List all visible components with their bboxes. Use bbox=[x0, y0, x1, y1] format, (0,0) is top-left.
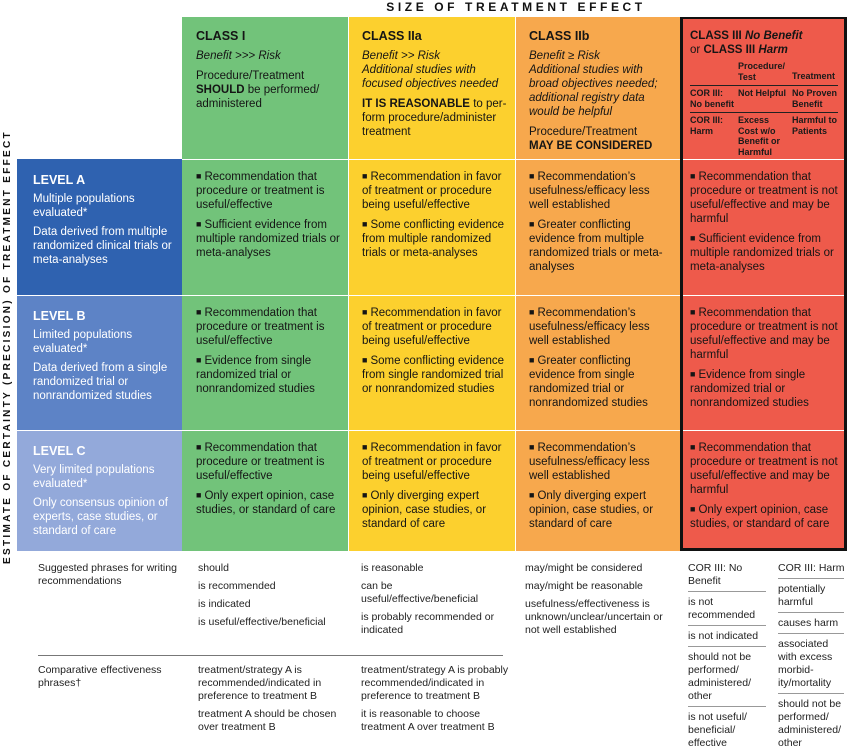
suggested-phrases-class-i: should is recommended is indicated is useful/effective/beneficial bbox=[198, 562, 326, 628]
level-c-cell bbox=[17, 430, 182, 551]
list-item: ■ Evidence from single randomized trial or nonrandomized studies bbox=[690, 369, 809, 409]
list-item: ■ Recommendation that procedure or treatment is not useful/effective and may be harmful bbox=[690, 307, 838, 361]
grid-divider bbox=[683, 430, 844, 431]
class-i-title: CLASS I bbox=[196, 29, 246, 43]
level-a-population: Multiple populations evaluated* bbox=[33, 193, 135, 219]
class-iib-action: MAY BE CONSIDERED bbox=[529, 140, 653, 152]
level-b-cell bbox=[17, 295, 182, 430]
grid-c-class-iib bbox=[515, 430, 680, 551]
class-iib-benefit: Benefit ≥ Risk bbox=[529, 50, 600, 62]
section-divider bbox=[38, 655, 503, 656]
list-item: ■ Sufficient evidence from multiple randomized trials or meta-analyses bbox=[690, 233, 834, 273]
grid-b-class-iii bbox=[680, 295, 847, 430]
class-iii-title-harm: or CLASS III Harm bbox=[690, 44, 788, 56]
list-item: ■ Recommendation in favor of treatment or procedure being useful/effective bbox=[362, 171, 502, 211]
size-of-treatment-effect-title: SIZE OF TREATMENT EFFECT bbox=[386, 0, 646, 14]
suggested-phrases-class-iii-no-benefit: COR III: No Benefit is not recommended is not indicated should not be performed/ administered/ other is not useful/ beneficial/ effective bbox=[688, 562, 766, 755]
list-item: ■ Recommendation that procedure or treatment is useful/effective bbox=[196, 442, 325, 482]
comparative-phrases-label: Comparative effectiveness phrases† bbox=[38, 664, 162, 689]
list-item: ■ Recommendation in favor of treatment or procedure being useful/effective bbox=[362, 442, 502, 482]
class-iib-benefit-note: Additional studies with broad objectives needed; additional registry data would be helpful bbox=[529, 64, 658, 118]
level-a-cell bbox=[17, 159, 182, 295]
class-i-action: SHOULD be performed/ administered bbox=[196, 84, 320, 110]
class-iib-title: CLASS IIb bbox=[529, 29, 590, 43]
comparative-phrases-class-iia: treatment/strategy A is probably recommended/indicated in preference to treatment B it is reasonable to choose treatment A over treatment B bbox=[361, 664, 509, 733]
list-item: ■ Recommendation in favor of treatment or procedure being useful/effective bbox=[362, 307, 502, 347]
list-item: ■ Evidence from single randomized trial or nonrandomized studies bbox=[196, 355, 315, 395]
grid-a-class-i bbox=[182, 159, 348, 295]
list-item: ■ Recommendation’s usefulness/efficacy less well established bbox=[529, 307, 650, 347]
level-b-population: Limited populations evaluated* bbox=[33, 329, 133, 355]
grid-b-class-iib bbox=[515, 295, 680, 430]
class-iib-line: Procedure/Treatment bbox=[529, 126, 638, 138]
grid-divider bbox=[683, 295, 844, 296]
list-item: ■ Only expert opinion, case studies, or standard of care bbox=[690, 504, 830, 530]
level-c-population: Very limited populations evaluated* bbox=[33, 464, 155, 490]
list-item: ■ Recommendation that procedure or treatment is not useful/effective and may be harmful bbox=[690, 442, 838, 496]
grid-divider bbox=[683, 159, 844, 160]
certainty-axis-title: ESTIMATE OF CERTAINTY (PRECISION) OF TREATMENT EFFECT bbox=[2, 130, 13, 564]
list-item: ■ Recommendation that procedure or treatment is useful/effective bbox=[196, 171, 325, 211]
list-item: ■ Sufficient evidence from multiple randomized trials or meta-analyses bbox=[196, 219, 340, 259]
class-iia-title: CLASS IIa bbox=[362, 29, 422, 43]
class-i-benefit: Benefit >>> Risk bbox=[196, 50, 281, 62]
grid-b-class-i bbox=[182, 295, 348, 430]
list-item: ■ Only diverging expert opinion, case studies, or standard of care bbox=[529, 490, 654, 530]
grid-divider bbox=[182, 159, 680, 160]
class-iii-title: CLASS III No Benefit bbox=[690, 30, 803, 42]
grid-c-class-iia bbox=[348, 430, 515, 551]
class-iib-header bbox=[515, 17, 680, 159]
suggested-phrases-class-iii-harm: COR III: Harm potentially harmful causes harm associated with excess morbid-ity/mortality should not be performed/ administered/ other bbox=[778, 562, 845, 749]
suggested-phrases-class-iia: is reasonable can be useful/effective/beneficial is probably recommended or indicated bbox=[361, 562, 495, 636]
list-item: ■ Recommendation that procedure or treatment is not useful/effective and may be harmful bbox=[690, 171, 838, 225]
level-a-title: LEVEL A bbox=[33, 173, 86, 187]
grid-a-class-iii bbox=[680, 159, 847, 295]
suggested-phrases-class-iib: may/might be considered may/might be reasonable usefulness/effectiveness is unknown/unclear/uncertain or not well established bbox=[525, 562, 663, 636]
level-c-description: Only consensus opinion of experts, case studies, or standard of care bbox=[33, 497, 168, 537]
class-iia-action: IT IS REASONABLE to per-form procedure/administer treatment bbox=[362, 98, 507, 138]
grid-divider bbox=[348, 17, 349, 551]
level-b-title: LEVEL B bbox=[33, 309, 86, 323]
class-iia-benefit-note: Additional studies with focused objectives needed bbox=[362, 64, 499, 90]
suggested-phrases-label: Suggested phrases for writing recommendations bbox=[38, 562, 177, 587]
list-item: ■ Greater conflicting evidence from single randomized trial or nonrandomized studies bbox=[529, 355, 648, 409]
list-item: ■ Recommendation’s usefulness/efficacy less well established bbox=[529, 171, 650, 211]
class-iii-header bbox=[680, 17, 847, 159]
level-a-description: Data derived from multiple randomized clinical trials or meta-analyses bbox=[33, 226, 172, 266]
grid-c-class-iii bbox=[680, 430, 847, 551]
grid-a-class-iia bbox=[348, 159, 515, 295]
list-item: ■ Some conflicting evidence from single randomized trial or nonrandomized studies bbox=[362, 355, 505, 395]
class-iia-benefit: Benefit >> Risk bbox=[362, 50, 440, 62]
class-i-header bbox=[182, 17, 348, 159]
list-item: ■ Recommendation that procedure or treatment is useful/effective bbox=[196, 307, 325, 347]
grid-divider bbox=[515, 17, 516, 551]
list-item: ■ Some conflicting evidence from multiple randomized trials or meta-analyses bbox=[362, 219, 505, 259]
grid-c-class-i bbox=[182, 430, 348, 551]
list-item: ■ Only expert opinion, case studies, or standard of care bbox=[196, 490, 336, 516]
grid-b-class-iia bbox=[348, 295, 515, 430]
level-c-title: LEVEL C bbox=[33, 444, 86, 458]
grid-a-class-iib bbox=[515, 159, 680, 295]
list-item: ■ Recommendation’s usefulness/efficacy less well established bbox=[529, 442, 650, 482]
level-b-description: Data derived from a single randomized trial or nonrandomized studies bbox=[33, 362, 168, 402]
list-item: ■ Only diverging expert opinion, case studies, or standard of care bbox=[362, 490, 487, 530]
class-i-line: Procedure/Treatment bbox=[196, 70, 305, 82]
comparative-phrases-class-i: treatment/strategy A is recommended/indicated in preference to treatment B treatment A should be chosen over treatment B bbox=[198, 664, 337, 733]
class-iia-header bbox=[348, 17, 515, 159]
class-iii-mini-table: Procedure/ Test Treatment COR III: No benefit Not Helpful No Proven Benefit COR III: Harm Excess Cost w/o Benefit or Harmful Harmful to Patients bbox=[690, 61, 838, 157]
list-item: ■ Greater conflicting evidence from multiple randomized trials or meta-analyses bbox=[529, 219, 663, 273]
